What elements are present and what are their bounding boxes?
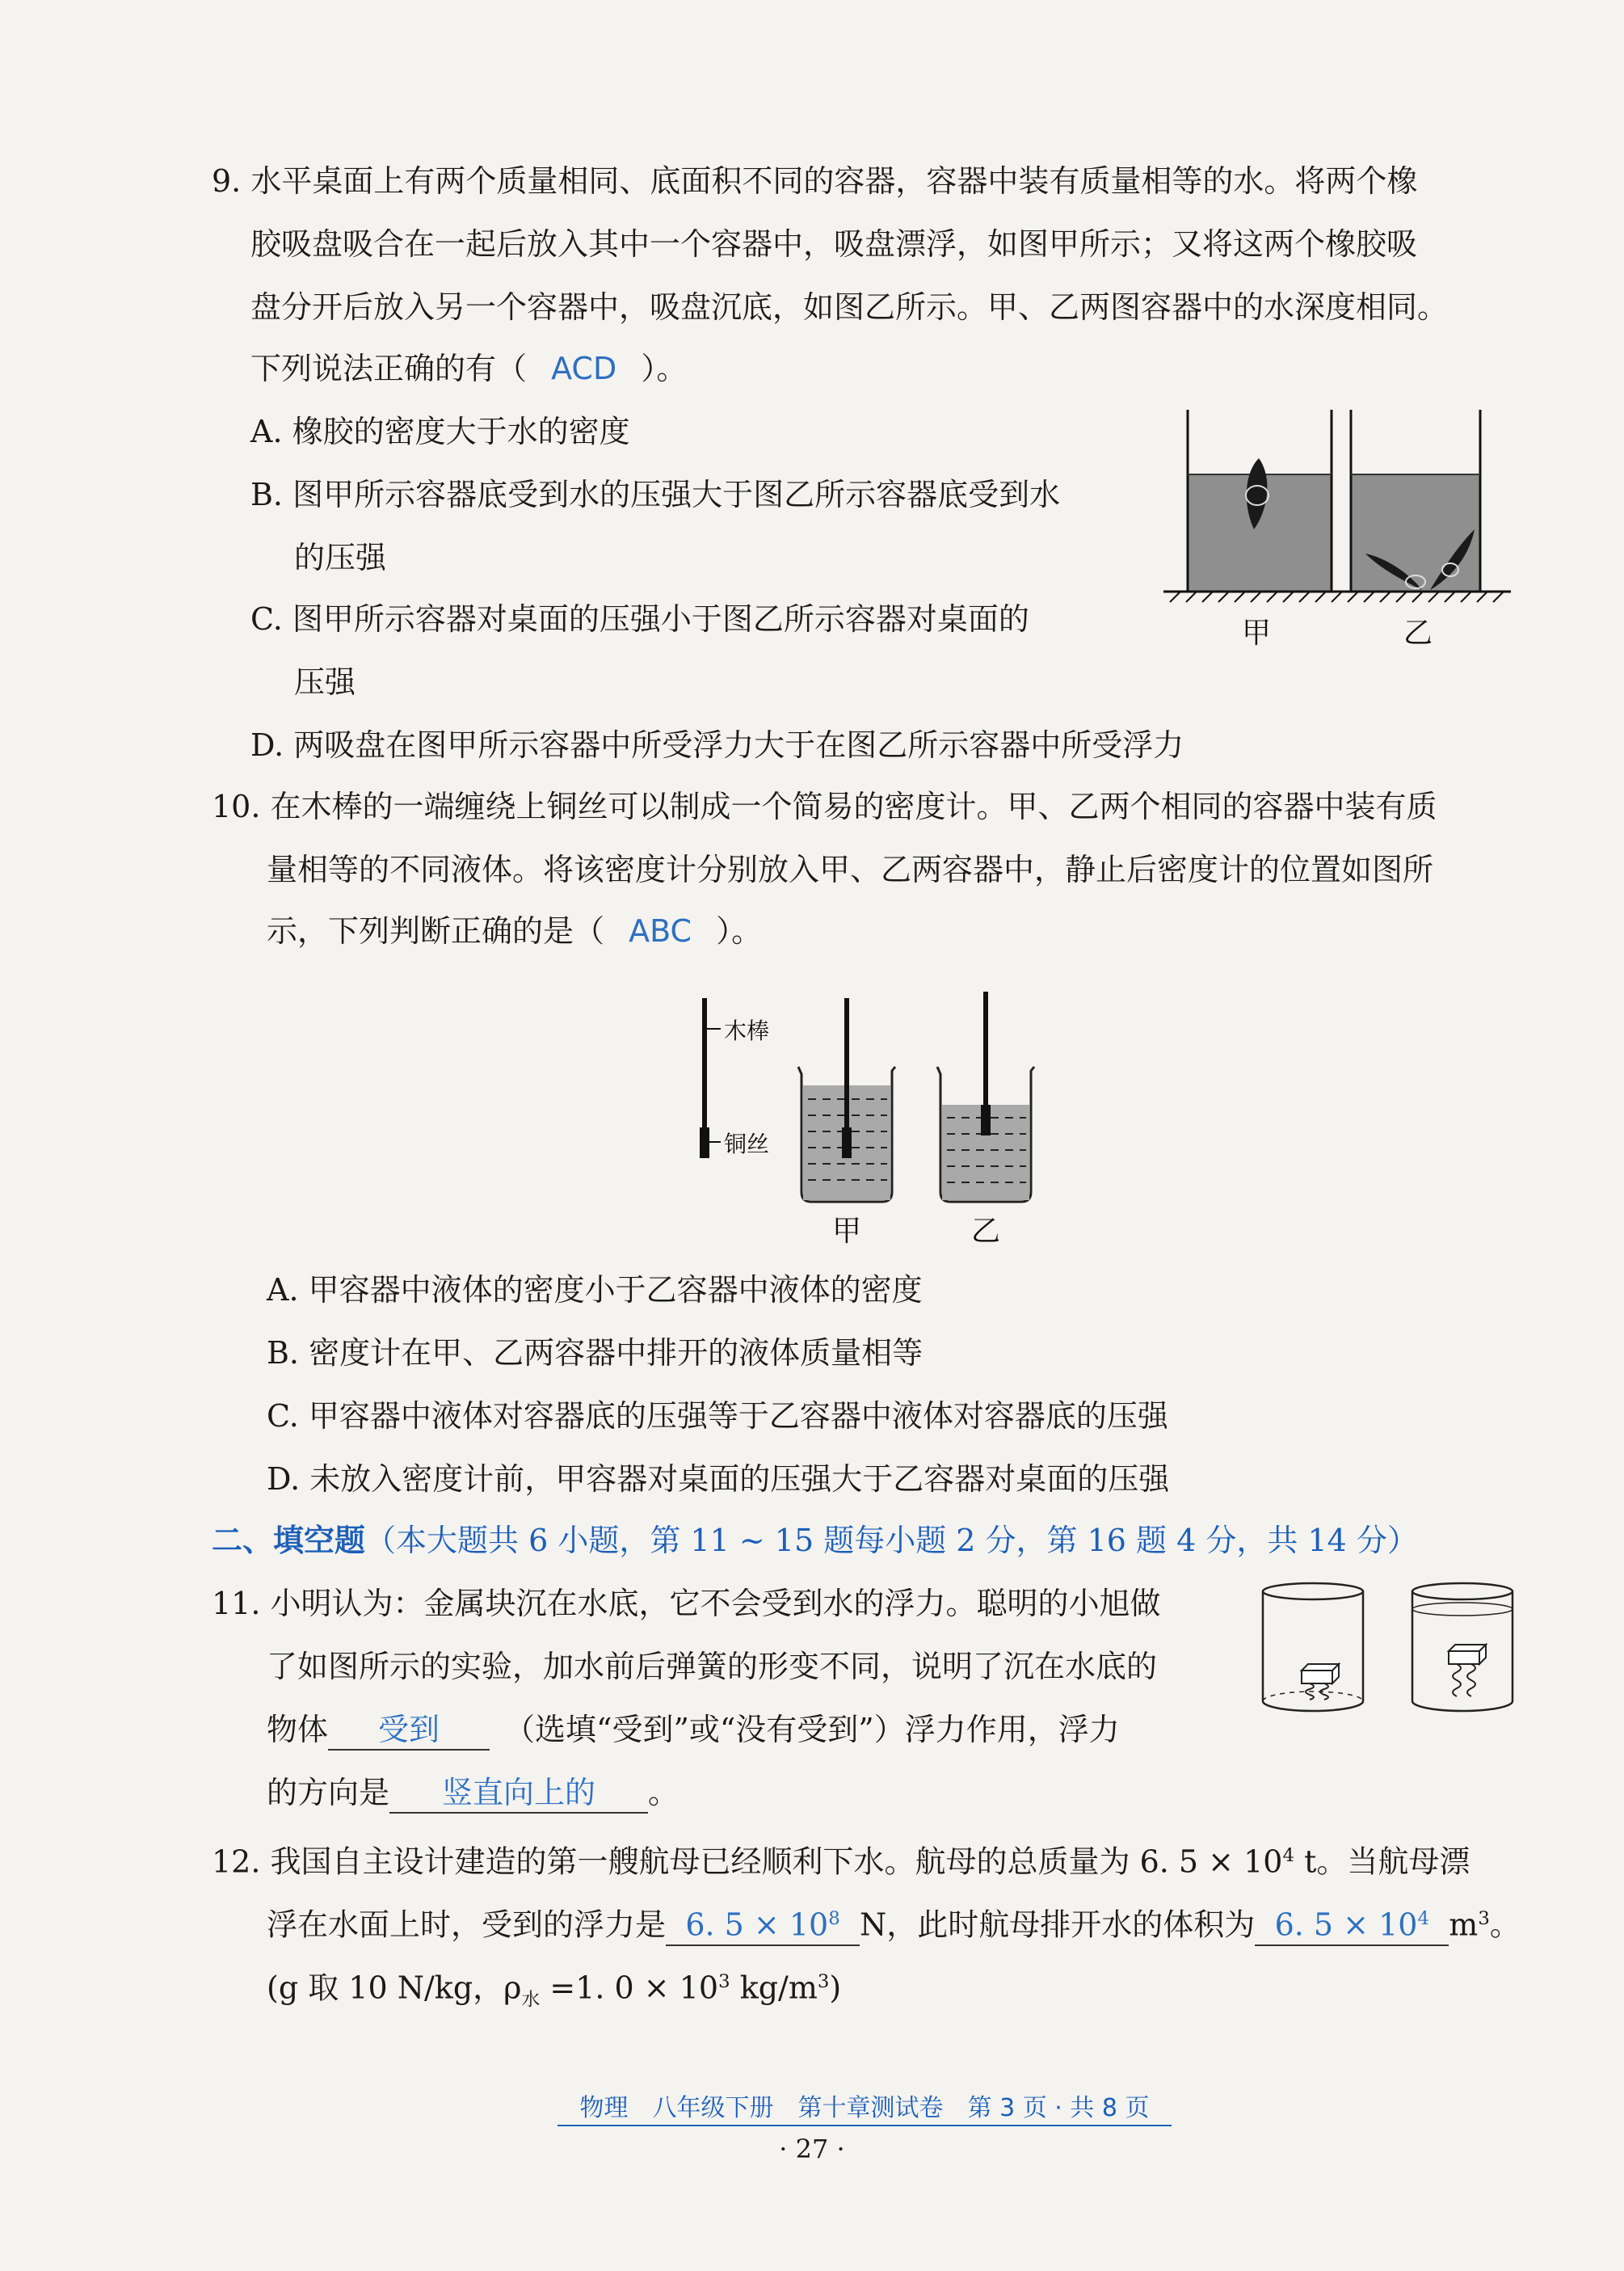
q9-option-c-line2: 压强 bbox=[294, 664, 356, 700]
q11-line4-after: 。 bbox=[648, 1775, 679, 1810]
q9-figure-label-left: 甲 bbox=[1241, 617, 1272, 650]
q9-option-d: D. 两吸盘在图甲所示容器中所受浮力大于在图乙所示容器中所受浮力 bbox=[250, 727, 1184, 763]
q12-line1 bbox=[212, 1836, 1470, 1881]
q12-line3-d: ) bbox=[829, 1970, 842, 2006]
q10-prompt-before: 示，下列判断正确的是（ bbox=[267, 913, 605, 949]
q11-line3 bbox=[267, 1710, 1120, 1751]
q12-line3-sub: 水 bbox=[521, 1989, 541, 2011]
q10-figure-label-right: 乙 bbox=[970, 1215, 1001, 1248]
q9-stem-line2: 胶吸盘吸合在一起后放入其中一个容器中，吸盘漂浮，如图甲所示；又将这两个橡胶吸 bbox=[250, 226, 1418, 262]
q11-line3-before: 物体 bbox=[267, 1712, 329, 1747]
q10-stem-line1: 10. 在木棒的一端缠绕上铜丝可以制成一个简易的密度计。甲、乙两个相同的容器中装有质 bbox=[212, 789, 1437, 824]
q9-prompt-before: 下列说法正确的有（ bbox=[250, 351, 528, 386]
page-footer: 物理 八年级下册 第十章测试卷 第 3 页 · 共 8 页 bbox=[557, 2088, 1172, 2126]
q11-blank2[interactable]: 竖直向上的 bbox=[389, 1773, 648, 1814]
q12-line3 bbox=[267, 1962, 841, 2019]
section2-heading bbox=[212, 1521, 1418, 1560]
q12-line3-exp2: 3 bbox=[817, 1971, 830, 1992]
q11-figure-spring-block bbox=[1256, 1580, 1523, 1721]
q10-stem-line2: 量相等的不同液体。将该密度计分别放入甲、乙两容器中，静止后密度计的位置如图所 bbox=[267, 852, 1434, 887]
q9-stem-line3: 盘分开后放入另一个容器中，吸盘沉底，如图乙所示。甲、乙两图容器中的水深度相同。 bbox=[250, 289, 1449, 325]
q10-option-d: D. 未放入密度计前，甲容器对桌面的压强大于乙容器对桌面的压强 bbox=[267, 1461, 1170, 1497]
q9-figure-label-right: 乙 bbox=[1403, 617, 1433, 650]
q12-line2 bbox=[267, 1899, 1521, 1946]
q11-line1: 11. 小明认为：金属块沉在水底，它不会受到水的浮力。聪明的小旭做 bbox=[212, 1586, 1161, 1621]
q12-line3-b: =1. 0 × 10 bbox=[540, 1970, 719, 2006]
q9-figure-suction-cups bbox=[1163, 408, 1519, 659]
q10-prompt-after: ）。 bbox=[716, 913, 763, 949]
q10-label-stick: 木棒 bbox=[724, 1018, 770, 1044]
q12-line3-exp: 3 bbox=[718, 1971, 730, 1992]
q12-blank2-exp: 4 bbox=[1417, 1908, 1429, 1929]
q10-figure-densimeter bbox=[679, 990, 1067, 1249]
q12-line2-unit: m bbox=[1449, 1907, 1479, 1943]
q12-line1-after: t。当航母漂 bbox=[1294, 1843, 1470, 1880]
q12-blank1[interactable] bbox=[666, 1899, 860, 1946]
q12-line2-unit-exp: 3 bbox=[1478, 1908, 1490, 1929]
q9-answer: ACD bbox=[551, 351, 617, 386]
q10-option-a: A. 甲容器中液体的密度小于乙容器中液体的密度 bbox=[267, 1272, 923, 1308]
q10-prompt bbox=[267, 912, 762, 950]
q12-line1-exp: 4 bbox=[1282, 1845, 1294, 1866]
q9-option-a: A. 橡胶的密度大于水的密度 bbox=[250, 414, 630, 449]
q12-line2-before: 浮在水面上时，受到的浮力是 bbox=[267, 1907, 667, 1943]
q10-label-wire: 铜丝 bbox=[724, 1131, 770, 1157]
q10-option-b: B. 密度计在甲、乙两容器中排开的液体质量相等 bbox=[267, 1335, 923, 1371]
q11-line4-before: 的方向是 bbox=[267, 1775, 390, 1810]
q11-line3-after: （选填“受到”或“没有受到”）浮力作用，浮力 bbox=[504, 1712, 1120, 1747]
q9-prompt bbox=[250, 349, 687, 388]
q9-stem-line1: 9. 水平桌面上有两个质量相同、底面积不同的容器，容器中装有质量相等的水。将两个橡 bbox=[212, 163, 1418, 199]
q12-line3-a: (g 取 10 N/kg，ρ bbox=[267, 1970, 522, 2006]
q12-line2-end: 。 bbox=[1489, 1907, 1521, 1943]
q12-blank1-base: 6. 5 × 10 bbox=[685, 1907, 829, 1943]
section2-note: （本大题共 6 小题，第 11 ~ 15 题每小题 2 分，第 16 题 4 分，共 14 分） bbox=[365, 1523, 1418, 1558]
q12-line3-c: kg/m bbox=[730, 1970, 818, 2006]
q12-line2-mid: N，此时航母排开水的体积为 bbox=[860, 1907, 1256, 1943]
q10-answer: ABC bbox=[629, 913, 692, 949]
q10-figure-label-left: 甲 bbox=[831, 1215, 862, 1248]
q9-option-b-line1: B. 图甲所示容器底受到水的压强大于图乙所示容器底受到水 bbox=[250, 477, 1061, 512]
q9-option-c-line1: C. 图甲所示容器对桌面的压强小于图乙所示容器对桌面的 bbox=[250, 601, 1029, 637]
q12-blank2[interactable] bbox=[1255, 1899, 1449, 1946]
section2-title: 二、填空题 bbox=[212, 1522, 366, 1558]
q11-blank1[interactable]: 受到 bbox=[328, 1710, 490, 1751]
q9-option-b-line2: 的压强 bbox=[294, 540, 387, 575]
q11-line2: 了如图所示的实验，加水前后弹簧的形变不同，说明了沉在水底的 bbox=[267, 1649, 1158, 1684]
page-number: · 27 · bbox=[779, 2134, 845, 2164]
q9-prompt-after: ）。 bbox=[641, 351, 688, 386]
q12-line1-before: 12. 我国自主设计建造的第一艘航母已经顺利下水。航母的总质量为 6. 5 × 10 bbox=[212, 1843, 1283, 1880]
q10-option-c: C. 甲容器中液体对容器底的压强等于乙容器中液体对容器底的压强 bbox=[267, 1398, 1168, 1434]
q12-blank1-exp: 8 bbox=[828, 1908, 840, 1929]
q11-line4 bbox=[267, 1773, 679, 1814]
q12-blank2-base: 6. 5 × 10 bbox=[1274, 1907, 1418, 1943]
